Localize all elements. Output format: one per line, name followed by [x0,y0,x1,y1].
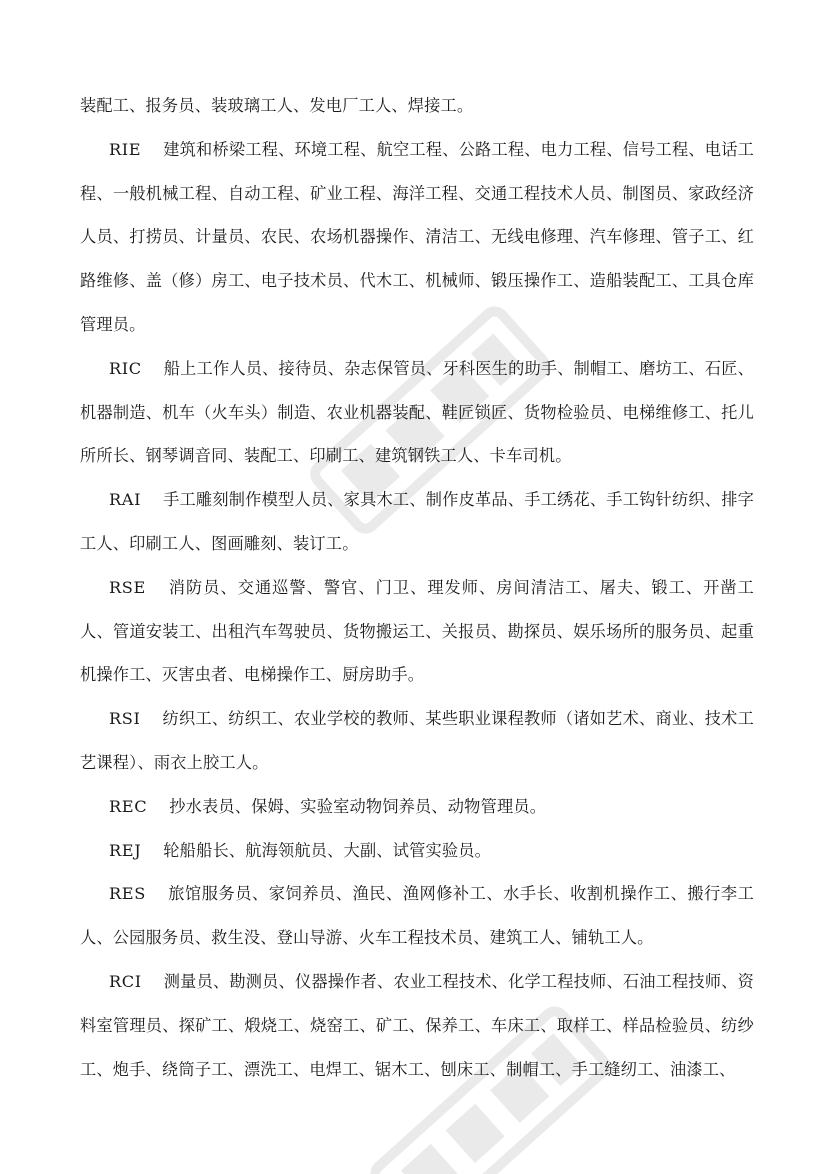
paragraph-text: 抄水表员、保姆、实验室动物饲养员、动物管理员。 [169,796,547,816]
paragraph-text: 手工雕刻制作模型人员、家具木工、制作皮革品、手工绣花、手工钩针纺织、排字工人、印刷工人、图画雕刻、装订工。 [80,490,754,553]
paragraph-rai [80,478,754,566]
paragraph-text: 测量员、勘测员、仪器操作者、农业工程技术、化学工程技师、石油工程技师、资料室管理员、探矿工、煅烧工、烧窑工、矿工、保养工、车床工、取样工、样品检验员、纺纱工、炮手、绕筒子工、漂洗工、电焊工、锯木工、刨床工、制帽工、手工缝纫工、油漆工、 [80,971,754,1079]
holland-code: RSI [109,709,141,729]
paragraph-ric [80,347,754,478]
holland-code: RIC [109,358,142,378]
holland-code: REC [109,796,148,816]
holland-code: RAI [109,490,142,510]
paragraph-text: 旅馆服务员、家饲养员、渔民、渔网修补工、水手长、收割机操作工、搬行李工人、公园服务员、救生没、登山导游、火车工程技术员、建筑工人、铺轨工人。 [80,884,754,948]
paragraph-res [80,872,754,960]
paragraph-rej [80,829,754,873]
holland-code: RES [109,884,146,904]
paragraph-rec [80,785,754,829]
paragraph-text: 轮船船长、航海领航员、大副、试管实验员。 [163,840,492,860]
paragraph-text: 纺织工、纺织工、农业学校的教师、某些职业课程教师（诸如艺术、商业、技术工艺课程）、雨衣上胶工人。 [80,709,754,772]
holland-code: RCI [109,971,142,991]
paragraph-rsi [80,697,754,785]
paragraph-text: 建筑和桥梁工程、环境工程、航空工程、公路工程、电力工程、信号工程、电话工程、一般机械工程、自动工程、矿业工程、海洋工程、交通工程技术人员、制图员、家政经济人员、打捞员、计量员、农民、农场机器操作、清洁工、无线电修理、汽车修理、管子工、红路维修、盖（修）房工、电子技术员、代木工、机械师、锻压操作工、造船装配工、工具仓库管理员。 [80,139,754,334]
paragraph-rci [80,960,754,1091]
document-body [80,84,754,1091]
paragraph-text: 船上工作人员、接待员、杂志保管员、牙科医生的助手、制帽工、磨坊工、石匠、机器制造、机车（火车头）制造、农业机器装配、鞋匠锁匠、货物检验员、电梯维修工、托儿所所长、钢琴调音同、装配工、印刷工、建筑钢铁工人、卡车司机。 [80,358,754,466]
paragraph-text: 装配工、报务员、装玻璃工人、发电厂工人、焊接工。 [80,96,474,115]
paragraph-rse [80,566,754,697]
paragraph-rie [80,128,754,347]
holland-code: RSE [109,577,146,597]
holland-code: REJ [109,840,142,860]
paragraph-continuation [80,84,754,128]
paragraph-text: 消防员、交通巡警、警官、门卫、理发师、房间清洁工、屠夫、锻工、开凿工人、管道安装工、出租汽车驾驶员、货物搬运工、关报员、勘探员、娱乐场所的服务员、起重机操作工、灭害虫者、电梯操作工、厨房助手。 [80,577,754,685]
holland-code: RIE [109,139,142,159]
